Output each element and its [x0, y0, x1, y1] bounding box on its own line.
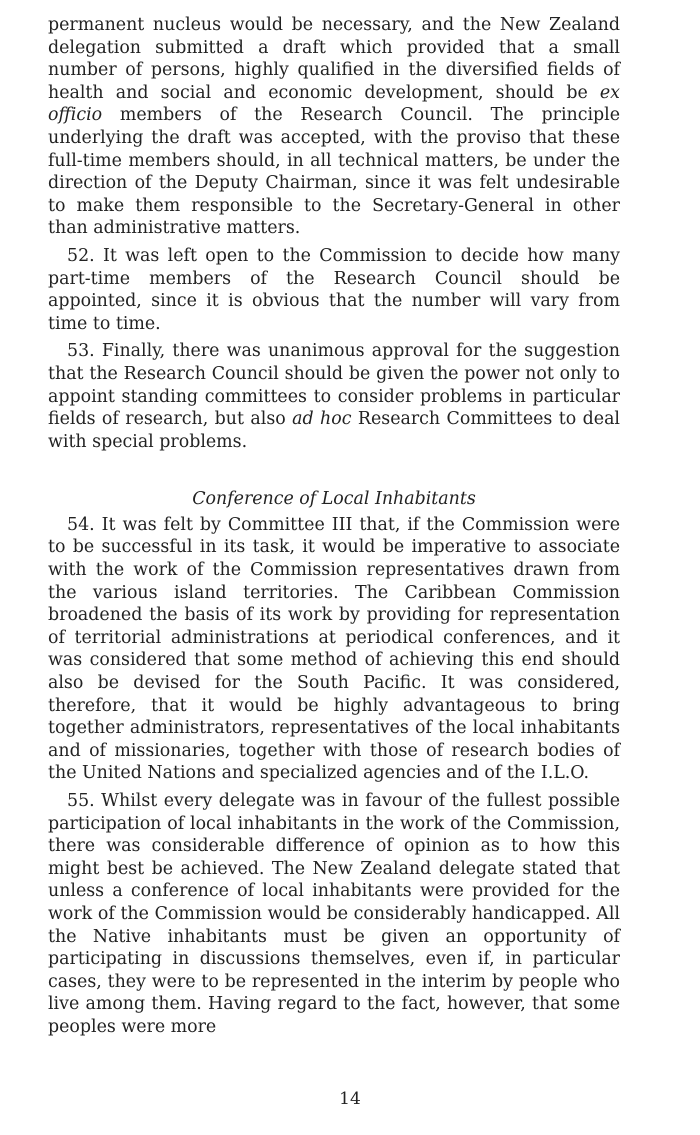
italic-term-ex-officio: ex officio: [48, 82, 620, 126]
paragraph-53: [48, 340, 620, 453]
paragraph-text: permanent nucleus would be necessary, and the New Zealand delegation submitted a draft which provided that a small number of persons, highly qualified in the diversified fields of health and social and economic development, should be: [48, 15, 620, 103]
paragraph-text: members of the Research Council. The principle underlying the draft was accepted, with the proviso that these full-time members should, in all technical matters, be under the direction of the Deputy Chairman, since it was felt undesirable to make them responsible to the Secretary-General in other than administrative matters.: [48, 105, 620, 239]
section-heading: Conference of Local Inhabitants: [192, 489, 476, 510]
paragraph-text: Research Committees to deal with special problems.: [48, 409, 620, 452]
paragraph-continuation: [48, 14, 620, 240]
italic-term-ad-hoc: ad hoc: [292, 409, 352, 430]
paragraph-54: 54. It was felt by Committee III that, if the Commission were to be successful in its task, it would be imperative to associate with the work of the Commission representatives drawn from the various island territories. The Caribbean Commission broadened the basis of its work by providing for representation of territorial administrations at periodical conferences, and it was considered that some method of achieving this end should also be devised for the South Pacific. It was considered, therefore, that it would be highly advantageous to bring together administrators, representatives of the local inhabitants and of missionaries, together with those of research bodies of the United Nations and specialized agencies and of the I.L.O.: [48, 514, 620, 784]
paragraph-55: 55. Whilst every delegate was in favour of the fullest possible participation of local inhabitants in the work of the Commission, there was considerable difference of opinion as to how this might best be achieved. The New Zealand delegate stated that unless a conference of local inhabitants were provided for the work of the Commission would be considerably handicapped. All the Native inhabitants must be given an opportunity of participating in discussions themselves, even if, in particular cases, they were to be represented in the interim by people who live among them. Having regard to the fact, however, that some peoples were more: [48, 791, 620, 1037]
body-text: [48, 14, 620, 1039]
paragraph-52: 52. It was left open to the Commission to decide how many part-time members of the Research Council should be appointed, since it is obvious that the number will vary from time to time.: [48, 245, 620, 334]
page-number: 14: [339, 1089, 361, 1109]
paragraph-text: 53. Finally, there was unanimous approval for the suggestion that the Research Council should be given the power not only to appoint standing committees to consider problems in particular fields of research, but also: [48, 341, 620, 430]
